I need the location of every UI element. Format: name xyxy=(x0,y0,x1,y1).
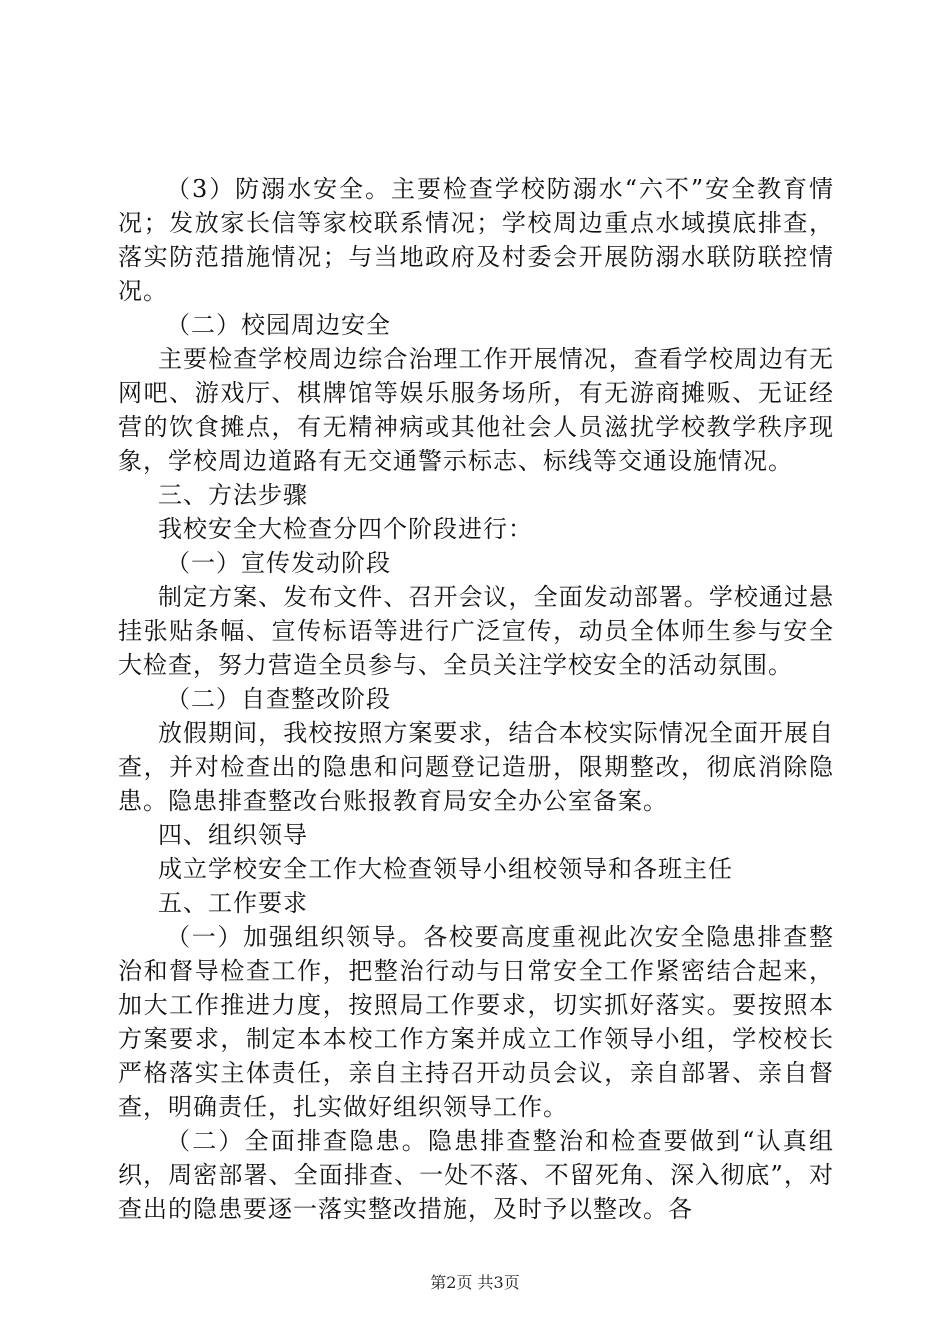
section-heading: 四、组织领导 xyxy=(158,821,308,849)
paragraph: （一）加强组织领导。各校要高度重视此次安全隐患排查整治和督导检查工作，把整治行动与日常安全工作紧密结合起来，加大工作推进力度，按照局工作要求，切实抓好落实。要按照本方案要求，制定本本校工作方案并成立工作领导小组，学校校长严格落实主体责任，亲自主持召开动员会议，亲自部署、亲自督查，明确责任，扎实做好组织领导工作。 xyxy=(118,923,834,1121)
paragraph: 主要检查学校周边综合治理工作开展情况，查看学校周边有无网吧、游戏厅、棋牌馆等娱乐服务场所，有无游商摊贩、无证经营的饮食摊点，有无精神病或其他社会人员滋扰学校教学秩序现象，学校周边道路有无交通警示标志、标线等交通设施情况。 xyxy=(118,345,834,475)
paragraph: 成立学校安全工作大检查领导小组校领导和各班主任 xyxy=(158,855,733,883)
section-heading: （二）校园周边安全 xyxy=(166,311,391,339)
paragraph: （二）全面排查隐患。隐患排查整治和检查要做到“认真组织，周密部署、全面排查、一处不落、不留死角、深入彻底”，对查出的隐患要逐一落实整改措施，及时予以整改。各 xyxy=(118,1127,834,1223)
section-heading: （一）宣传发动阶段 xyxy=(166,549,391,577)
section-heading: 三、方法步骤 xyxy=(158,481,308,509)
section-heading: （二）自查整改阶段 xyxy=(166,685,391,713)
paragraph: 制定方案、发布文件、召开会议，全面发动部署。学校通过悬挂张贴条幅、宣传标语等进行广泛宣传，动员全体师生参与安全大检查，努力营造全员参与、全员关注学校安全的活动氛围。 xyxy=(118,583,834,679)
paragraph: 我校安全大检查分四个阶段进行： xyxy=(158,515,533,543)
page-footer: 第2页 共3页 xyxy=(430,1273,520,1292)
section-heading: 五、工作要求 xyxy=(158,889,308,917)
paragraph: （3）防溺水安全。主要检查学校防溺水“六不”安全教育情况；发放家长信等家校联系情况；学校周边重点水域摸底排查，落实防范措施情况；与当地政府及村委会开展防溺水联防联控情况。 xyxy=(118,175,834,305)
document-body xyxy=(118,172,834,1226)
paragraph: 放假期间，我校按照方案要求，结合本校实际情况全面开展自查，并对检查出的隐患和问题登记造册，限期整改，彻底消除隐患。隐患排查整改台账报教育局安全办公室备案。 xyxy=(118,719,834,815)
